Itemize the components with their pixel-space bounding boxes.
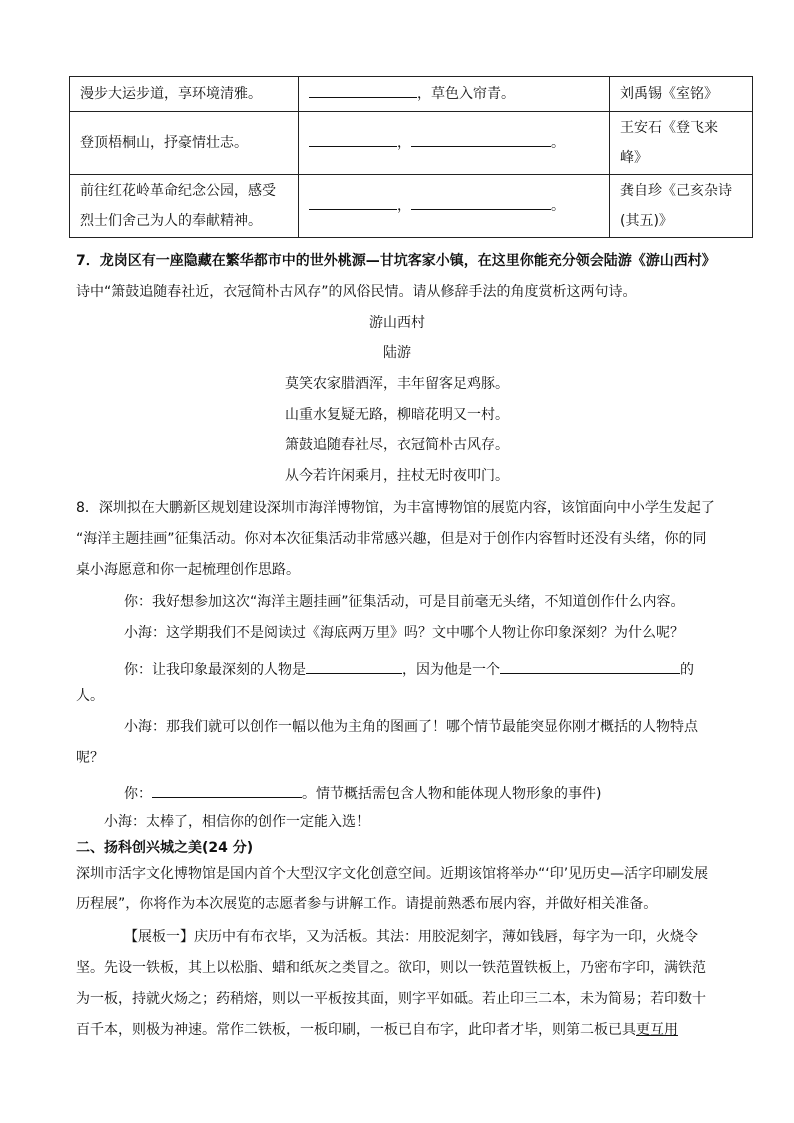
source-cell: 刘禹锡《室铭》 bbox=[610, 77, 753, 112]
question-8-line: 桌小海愿意和你一起梳理创作思路。 bbox=[76, 562, 300, 578]
poem-line: 箫鼓追随春社尽，衣冠简朴古风存。 bbox=[285, 437, 509, 453]
answer-blank[interactable] bbox=[309, 128, 397, 147]
dialogue-text: 你：让我印象最深刻的人物是 bbox=[124, 662, 306, 678]
source-line: 王安石《登飞来 bbox=[620, 120, 718, 136]
poem-title: 游山西村 bbox=[369, 315, 425, 331]
task-line: 烈士们舍己为人的奉献精神。 bbox=[80, 213, 262, 229]
answer-blank[interactable] bbox=[306, 655, 402, 674]
source-cell bbox=[610, 112, 753, 175]
source-line: (其五)》 bbox=[620, 213, 673, 229]
table-row bbox=[70, 175, 753, 238]
answer-blank[interactable] bbox=[152, 779, 302, 798]
table-row bbox=[70, 77, 753, 112]
dialogue-line bbox=[124, 655, 784, 680]
poem-line: 莫笑农家腊酒浑，丰年留客足鸡豚。 bbox=[285, 376, 509, 392]
task-line: 前往红花岭革命纪念公园，感受 bbox=[80, 183, 276, 199]
source-line: 龚自珍《己亥杂诗 bbox=[620, 183, 732, 199]
dialogue-text: 。情节概括需包含人物和能体现人物形象的事件) bbox=[302, 786, 602, 802]
exhibit-line: 【展板一】庆历中有布衣毕，又为活板。其法：用胶泥刻字，薄如钱唇，每字为一印，火烧令 bbox=[124, 929, 698, 945]
question-8-line: “海洋主题挂画”征集活动。你对本次征集活动非常感兴趣，但是对于创作内容暂时还没有头绪，你的同 bbox=[76, 531, 707, 547]
question-7-line: 诗中“箫鼓追随春社近，衣冠简朴古风存”的风俗民情。请从修辞手法的角度赏析这两句诗。 bbox=[76, 284, 637, 300]
paragraph-line: 历程展”，你将作为本次展览的志愿者参与讲解工作。请提前熟悉布展内容，并做好相关准备。 bbox=[76, 896, 658, 912]
dialogue-text: 你： bbox=[124, 786, 152, 802]
answer-blank[interactable] bbox=[500, 655, 680, 674]
answer-cell bbox=[299, 77, 610, 112]
dialogue-line: 小海：那我们就可以创作一幅以他为主角的图画了！哪个情节最能突显你刚才概括的人物特点 bbox=[124, 719, 698, 735]
dialogue-line: 小海：太棒了，相信你的创作一定能入选！ bbox=[104, 814, 370, 830]
answer-cell bbox=[299, 112, 610, 175]
task-cell: 漫步大运步道，享环境清雅。 bbox=[70, 77, 299, 112]
exhibit-text: 百千本，则极为神速。常作二铁板，一板印刷，一板已自布字，此印者才毕，则第二板已具 bbox=[76, 1022, 636, 1038]
dialogue-text: 的 bbox=[680, 662, 694, 678]
dialogue-line: 小海：这学期我们不是阅读过《海底两万里》吗？文中哪个人物让你印象深刻？为什么呢？ bbox=[124, 625, 684, 641]
answer-blank[interactable] bbox=[411, 191, 551, 210]
answer-blank[interactable] bbox=[309, 79, 417, 98]
answer-blank[interactable] bbox=[309, 191, 397, 210]
paragraph-line: 深圳市活字文化博物馆是国内首个大型汉字文化创意空间。近期该馆将举办“‘印’见历史—活字印刷发展 bbox=[76, 866, 709, 882]
comma-text: ， bbox=[397, 135, 411, 151]
poem-line: 从今若许闲乘月，拄杖无时夜叩门。 bbox=[285, 468, 509, 484]
source-line: 峰》 bbox=[620, 150, 648, 166]
answer-cell bbox=[299, 175, 610, 238]
dialogue-line: 人。 bbox=[76, 688, 104, 704]
task-cell bbox=[70, 175, 299, 238]
poetry-fill-table bbox=[69, 76, 753, 238]
dialogue-line: 你：我好想参加这次“海洋主题挂画”征集活动，可是目前毫无头绪，不知道创作什么内容。 bbox=[124, 594, 685, 610]
question-7-line: 7．龙岗区有一座隐藏在繁华都市中的世外桃源—甘坑客家小镇，在这里你能充分领会陆游《游山西村》 bbox=[76, 253, 716, 269]
exhibit-line: 坚。先设一铁板，其上以松脂、蜡和纸灰之类冒之。欲印，则以一铁范置铁板上，乃密布字印，满铁范 bbox=[76, 960, 706, 976]
task-cell: 登顶梧桐山，抒豪情壮志。 bbox=[70, 112, 299, 175]
comma-text: ， bbox=[397, 198, 411, 214]
answer-blank[interactable] bbox=[411, 128, 551, 147]
dialogue-text: ，因为他是一个 bbox=[402, 662, 500, 678]
underlined-term: 更互用 bbox=[636, 1022, 678, 1038]
poem-line: 山重水复疑无路，柳暗花明又一村。 bbox=[285, 407, 509, 423]
exhibit-line bbox=[76, 1020, 736, 1040]
question-8-line: 8．深圳拟在大鹏新区规划建设深圳市海洋博物馆，为丰富博物馆的展览内容，该馆面向中小学生发起了 bbox=[76, 500, 715, 516]
source-cell bbox=[610, 175, 753, 238]
dialogue-line bbox=[124, 779, 784, 804]
table-row bbox=[70, 112, 753, 175]
exhibit-line: 为一板，持就火炀之；药稍熔，则以一平板按其面，则字平如砥。若止印三二本，未为简易；若印数十 bbox=[76, 991, 706, 1007]
section-heading: 二、扬科创兴城之美(24 分) bbox=[76, 840, 254, 856]
answer-suffix: ，草色入帘青。 bbox=[417, 86, 515, 102]
poem-author: 陆游 bbox=[383, 345, 411, 361]
period-text: 。 bbox=[551, 198, 565, 214]
dialogue-line: 呢？ bbox=[76, 750, 104, 766]
period-text: 。 bbox=[551, 135, 565, 151]
